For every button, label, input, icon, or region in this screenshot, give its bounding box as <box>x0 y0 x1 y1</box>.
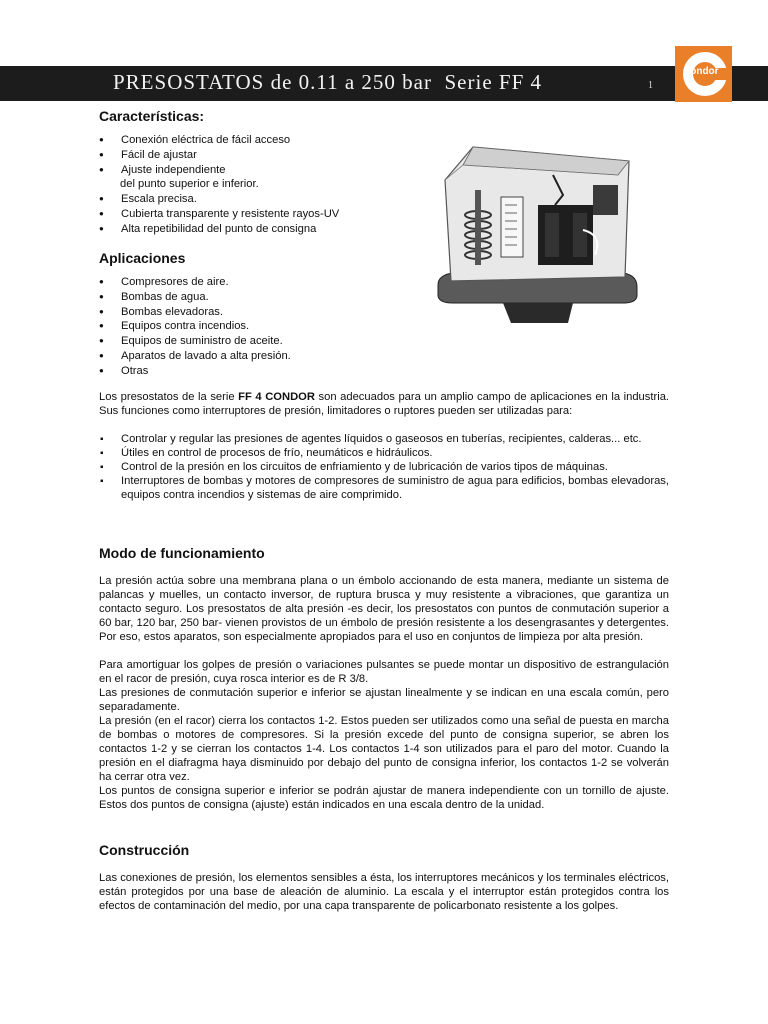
modo-paragraph-4: La presión (en el racor) cierra los contactos 1-2. Estos pueden ser utilizados como una señal de puesta en marcha de bombas o motores de compresores. Si la presión excede del punto de consigna superior, se abren los contactos 1-2 y se cierran los contactos 1-4. Los contactos 1-4 son utilizados para el paro del motor. Cuando la presión en el diafragma haya disminuido por debajo del punto de consigna inferior, los contactos 1-2 se volverán ha cerrar otra vez. <box>99 715 669 783</box>
list-item: ▪ Útiles en control de procesos de frío, neumáticos e hidráulicos. <box>99 447 669 461</box>
heading-modo: Modo de funcionamiento <box>99 545 265 561</box>
series-name: FF 4 CONDOR <box>238 391 315 403</box>
intro-paragraph <box>99 391 669 419</box>
list-item: ● Otras <box>99 364 291 379</box>
list-item-continuation: del punto superior e inferior. <box>120 178 259 191</box>
condor-logo <box>675 46 732 102</box>
pressure-switch-photo <box>433 135 639 330</box>
list-item: ● Bombas de agua. <box>99 290 291 305</box>
heading-aplicaciones: Aplicaciones <box>99 250 186 266</box>
page-title: PRESOSTATOS de 0.11 a 250 bar Serie FF 4 <box>113 70 542 94</box>
page-number: 1 <box>648 80 653 91</box>
modo-paragraph-3: Las presiones de conmutación superior e inferior se ajustan linealmente y se indican en una escala común, pero separadamente. <box>99 687 669 713</box>
list-item: ● Bombas elevadoras. <box>99 305 291 320</box>
list-item: ● Ajuste independiente <box>99 163 339 178</box>
list-item: ● Cubierta transparente y resistente rayos-UV <box>99 207 339 222</box>
intro-text-end: son adecuados para un amplio campo de aplicaciones en la industria. Sus funciones como interruptores de presión, limitadores o ruptores pueden ser utilizadas para: <box>99 391 670 417</box>
modo-paragraph-1: La presión actúa sobre una membrana plana o un émbolo accionando de esta manera, mediante un sistema de palancas y muelles, un contacto inversor, de ruptura brusca y muy resistente a vibraciones, que garantiza un contacto seguro. Los presostatos de alta presión -es decir, los presostatos con puntos de conmutación superior a 60 bar, 120 bar, 250 bar- vienen provistos de un émbolo de presión resistente a los desengrasantes y detergentes. Por eso, estos aparatos, son especialmente apropiados para el uso en conjuntos de limpieza por alta presión. <box>99 575 669 643</box>
list-item: ● Conexión eléctrica de fácil acceso <box>99 133 339 148</box>
list-item: ▪ Controlar y regular las presiones de agentes líquidos o gaseosos en tuberías, recipientes, calderas... etc. <box>99 433 669 447</box>
list-item: ● Equipos de suministro de aceite. <box>99 334 291 349</box>
heading-construccion: Construcción <box>99 842 190 858</box>
list-item: ● Alta repetibilidad del punto de consigna <box>99 222 339 237</box>
list-item: ● Equipos contra incendios. <box>99 319 291 334</box>
list-item: ● Aparatos de lavado a alta presión. <box>99 349 291 364</box>
caracteristicas-list <box>99 133 339 237</box>
logo-text: Condor <box>683 66 719 77</box>
modo-paragraph-2: Para amortiguar los golpes de presión o variaciones pulsantes se puede montar un dispositivo de estrangulación en el racor de presión, cuya rosca interior es de R 3/8. <box>99 659 669 685</box>
list-item: ● Compresores de aire. <box>99 275 291 290</box>
list-item: ● Escala precisa. <box>99 192 339 207</box>
list-item: ▪ Control de la presión en los circuitos de enfriamiento y de lubricación de varios tipos de máquinas. <box>99 461 669 475</box>
list-item: ▪ Interruptores de bombas y motores de compresores de suministro de agua para edificios, bombas elevadoras, equipos contra incendios y sistemas de aire comprimido. <box>99 475 669 503</box>
intro-text-start: Los presostatos de la serie <box>99 391 239 403</box>
construccion-paragraph: Las conexiones de presión, los elementos sensibles a ésta, los interruptores mecánicos y los terminales eléctricos, están protegidos por una base de aleación de aluminio. La escala y el interruptor están protegidos contra los efectos de contaminación del medio, por una capa transparente de policarbonato resistente a los golpes. <box>99 872 669 912</box>
uses-list <box>99 433 669 503</box>
aplicaciones-list <box>99 275 291 379</box>
heading-caracteristicas: Características: <box>99 108 205 124</box>
modo-paragraph-5: Los puntos de consigna superior e inferior se podrán ajustar de manera independiente con un tornillo de ajuste. Estos dos puntos de consigna (ajuste) están indicados en una escala dentro de la unidad. <box>99 785 669 811</box>
list-item: ● Fácil de ajustar <box>99 148 339 163</box>
